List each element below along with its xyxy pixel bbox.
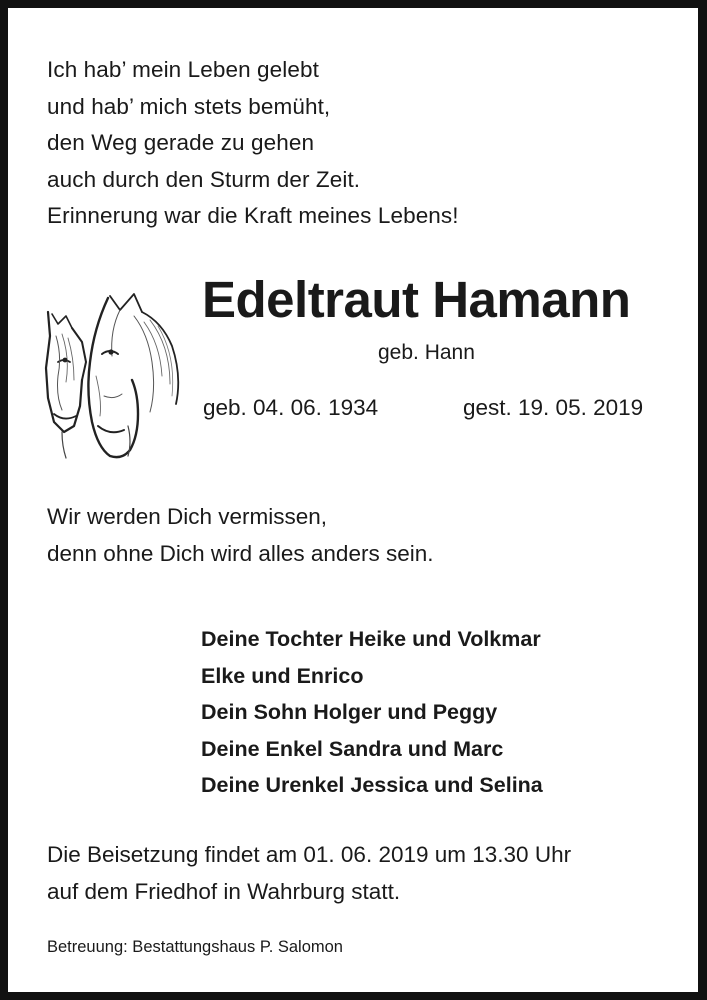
mourner-line: Dein Sohn Holger und Peggy	[201, 700, 498, 724]
mourner-line: Deine Urenkel Jessica und Selina	[201, 773, 543, 797]
horse-heads-icon	[38, 276, 188, 461]
message-line: denn ohne Dich wird alles anders sein.	[47, 540, 434, 566]
poem-line: Ich hab’ mein Leben gelebt	[47, 57, 319, 82]
burial-info	[47, 837, 571, 910]
burial-line: Die Beisetzung findet am 01. 06. 2019 um 13.30 Uhr	[47, 842, 572, 867]
burial-line: auf dem Friedhof in Wahrburg statt.	[47, 878, 401, 904]
poem-line: und hab’ mich stets bemüht,	[47, 93, 331, 119]
mourners-list	[201, 621, 543, 804]
poem-line: Erinnerung war die Kraft meines Lebens!	[47, 203, 459, 228]
mourner-line: Deine Tochter Heike und Volkmar	[201, 627, 541, 651]
mourner-line: Elke und Enrico	[201, 663, 364, 688]
poem	[47, 52, 459, 235]
birth-date: geb. 04. 06. 1934	[203, 395, 379, 420]
mourner-line: Deine Enkel Sandra und Marc	[201, 736, 504, 761]
poem-line: den Weg gerade zu gehen	[47, 130, 315, 155]
death-date: gest. 19. 05. 2019	[463, 395, 644, 420]
funeral-home-credit: Betreuung: Bestattungshaus P. Salomon	[47, 938, 343, 956]
maiden-name: geb. Hann	[378, 341, 475, 364]
message-line: Wir werden Dich vermissen,	[47, 504, 328, 529]
poem-line: auch durch den Sturm der Zeit.	[47, 166, 361, 192]
deceased-name: Edeltraut Hamann	[202, 271, 631, 328]
farewell-message	[47, 499, 433, 572]
